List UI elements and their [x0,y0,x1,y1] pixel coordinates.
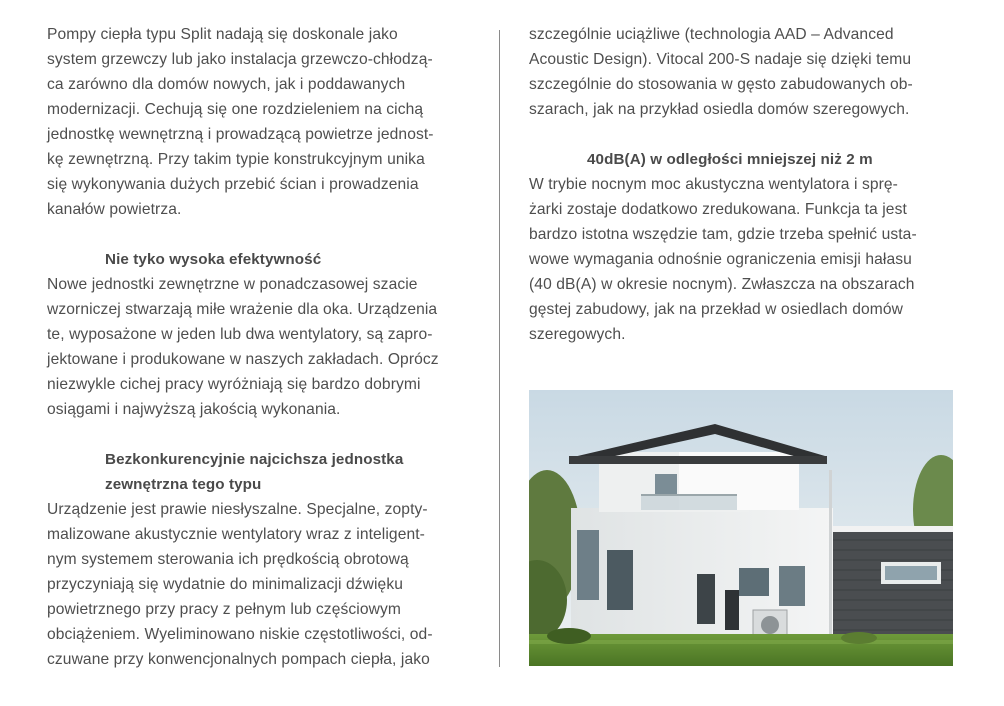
text-line: powietrznego przy pracy z pełnym lub częściowym [47,601,401,618]
paragraph-gap [47,422,477,447]
text-line: bardzo istotna wszędzie tam, gdzie trzeba spełnić usta- [529,226,917,243]
text-line: kanałów powietrza. [47,201,182,218]
section-heading: 40dB(A) w odległości mniejszej niż 2 m [587,151,873,168]
text-line: przyczyniają się wydatnie do minimalizacji dźwięku [47,576,403,593]
text-line: szeregowych. [529,326,626,343]
section-heading: Nie tyko wysoka efektywność [105,251,322,268]
text-line: system grzewczy lub jako instalacja grzewczo-chłodzą- [47,51,433,68]
text-line: W trybie nocnym moc akustyczna wentylatora i sprę- [529,176,898,193]
text-line: nym systemem sterowania ich prędkością obrotową [47,551,409,568]
text-line: czuwane przy konwencjonalnych pompach ciepła, jako [47,651,430,668]
section-heading: zewnętrzna tego typu [105,476,262,493]
text-line: Acoustic Design). Vitocal 200-S nadaje się dzięki temu [529,51,912,68]
text-line: ca zarówno dla domów nowych, jak i poddawanych [47,76,406,93]
column-divider [499,30,500,667]
text-line: szczególnie uciążliwe (technologia AAD – Advanced [529,26,894,43]
left-column [47,22,477,672]
text-line: wowe wymagania odnośnie ograniczenia emisji hałasu [529,251,912,268]
text-line: Pompy ciepła typu Split nadają się doskonale jako [47,26,398,43]
text-line: niezwykle cichej pracy wyróżniają się bardzo dobrymi [47,376,421,393]
section-heading: Bezkonkurencyjnie najcichsza jednostka [105,451,404,468]
text-line: malizowane akustycznie wentylatory wraz z inteligent- [47,526,425,543]
text-line: (40 dB(A) w okresie nocnym). Zwłaszcza na obszarach [529,276,915,293]
text-line: się wykonywania dużych przebić ścian i prowadzenia [47,176,419,193]
text-line: szarach, jak na przykład osiedla domów szeregowych. [529,101,910,118]
text-line: żarki zostaje dodatkowo zredukowana. Funkcja ta jest [529,201,907,218]
text-line: kę zewnętrzną. Przy takim typie konstrukcyjnym unika [47,151,425,168]
right-column [529,22,957,347]
text-line: wzorniczej stwarzają miłe wrażenie dla oka. Urządzenia [47,301,438,318]
text-line: Urządzenie jest prawie niesłyszalne. Specjalne, zopty- [47,501,428,518]
text-line: modernizacji. Cechują się one rozdzieleniem na cichą [47,101,424,118]
text-line: te, wyposażone w jeden lub dwa wentylatory, są zapro- [47,326,433,343]
text-line: jektowane i produkowane w naszych zakładach. Oprócz [47,351,439,368]
paragraph-gap [529,122,957,147]
text-line: gęstej zabudowy, jak na przekład w osiedlach domów [529,301,903,318]
text-line: obciążeniem. Wyeliminowano niskie częstotliwości, od- [47,626,433,643]
text-line: szczególnie do stosowania w gęsto zabudowanych ob- [529,76,913,93]
text-line: osiągami i najwyższą jakością wykonania. [47,401,341,418]
paragraph-gap [47,222,477,247]
text-line: jednostkę wewnętrzną i prowadzącą powietrze jednost- [47,126,434,143]
house-photo [529,390,953,666]
text-line: Nowe jednostki zewnętrzne w ponadczasowej szacie [47,276,418,293]
